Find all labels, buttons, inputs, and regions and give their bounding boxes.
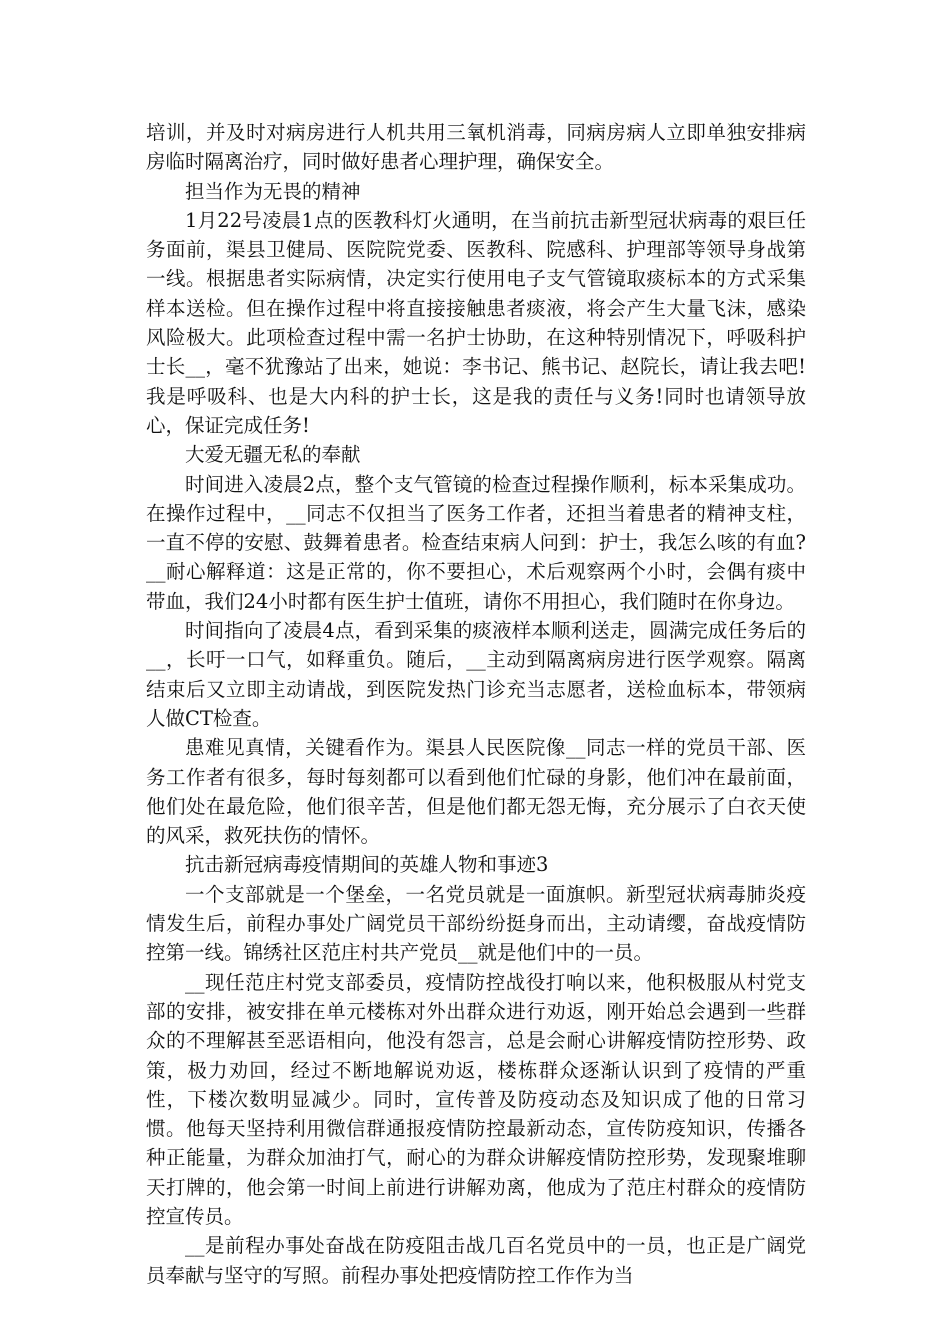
paragraph: 患难见真情，关键看作为。渠县人民医院像__同志一样的党员干部、医务工作者有很多，每时每刻都可以看到他们忙碌的身影，他们冲在最前面，他们处在最危险，他们很辛苦，但是他们都无怨无悔，充分展示了白衣天使的风采，救死扶伤的情怀。: [146, 736, 806, 848]
section-heading: 担当作为无畏的精神: [185, 179, 361, 203]
paragraph: 时间进入凌晨2点，整个支气管镜的检查过程操作顺利，标本采集成功。在操作过程中，__同志不仅担当了医务工作者，还担当着患者的精神支柱，一直不停的安慰、鼓舞着患者。检查结束病人问到：护士，我怎么咳的有血?__耐心解释道：这是正常的，你不要担心，术后观察两个小时，会偶有痰中带血，我们24小时都有医生护士值班，请你不用担心，我们随时在你身边。: [146, 472, 806, 613]
paragraph-continuation: 培训，并及时对病房进行人机共用三氧机消毒，同病房病人立即单独安排病房临时隔离治疗，同时做好患者心理护理，确保安全。: [146, 121, 806, 174]
paragraph: 一个支部就是一个堡垒，一名党员就是一面旗帜。新型冠状病毒肺炎疫情发生后，前程办事处广阔党员干部纷纷挺身而出，主动请缨，奋战疫情防控第一线。锦绣社区范庄村共产党员__就是他们中的一员。: [146, 882, 806, 965]
document-page: [146, 118, 806, 1290]
paragraph: 时间指向了凌晨4点，看到采集的痰液样本顺利送走，圆满完成任务后的__，长吁一口气，如释重负。随后，__主动到隔离病房进行医学观察。隔离结束后又立即主动请战，到医院发热门诊充当志愿者，送检血标本，带领病人做CT检查。: [146, 619, 806, 730]
paragraph: 1月22号凌晨1点的医教科灯火通明，在当前抗击新型冠状病毒的艰巨任务面前，渠县卫健局、医院院党委、医教科、院感科、护理部等领导身战第一线。根据患者实际病情，决定实行使用电子支气管镜取痰标本的方式采集样本送检。但在操作过程中将直接接触患者痰液，将会产生大量飞沫，感染风险极大。此项检查过程中需一名护士协助，在这种特别情况下，呼吸科护士长__，毫不犹豫站了出来，她说：李书记、熊书记、赵院长，请让我去吧!我是呼吸科、也是大内科的护士长，这是我的责任与义务!同时也请领导放心，保证完成任务!: [146, 208, 806, 437]
paragraph: __现任范庄村党支部委员，疫情防控战役打响以来，他积极服从村党支部的安排，被安排在单元楼栋对外出群众进行劝返，刚开始总会遇到一些群众的不理解甚至恶语相向，他没有怨言，总是会耐心讲解疫情防控形势、政策，极力劝回，经过不断地解说劝返，楼栋群众逐渐认识到了疫情的严重性，下楼次数明显减少。同时，宣传普及防疫动态及知识成了他的日常习惯。他每天坚持利用微信群通报疫情防控最新动态，宣传防疫知识，传播各种正能量，为群众加油打气，耐心的为群众讲解疫情防控形势，发现聚堆聊天打牌的，他会第一时间上前进行讲解劝离，他成为了范庄村群众的疫情防控宣传员。: [146, 970, 806, 1228]
section-heading: 大爱无疆无私的奉献: [185, 443, 361, 467]
section-heading: 抗击新冠病毒疫情期间的英雄人物和事迹3: [185, 853, 549, 877]
paragraph: __是前程办事处奋战在防疫阻击战几百名党员中的一员，也正是广阔党员奉献与坚守的写照。前程办事处把疫情防控工作作为当: [146, 1234, 806, 1287]
